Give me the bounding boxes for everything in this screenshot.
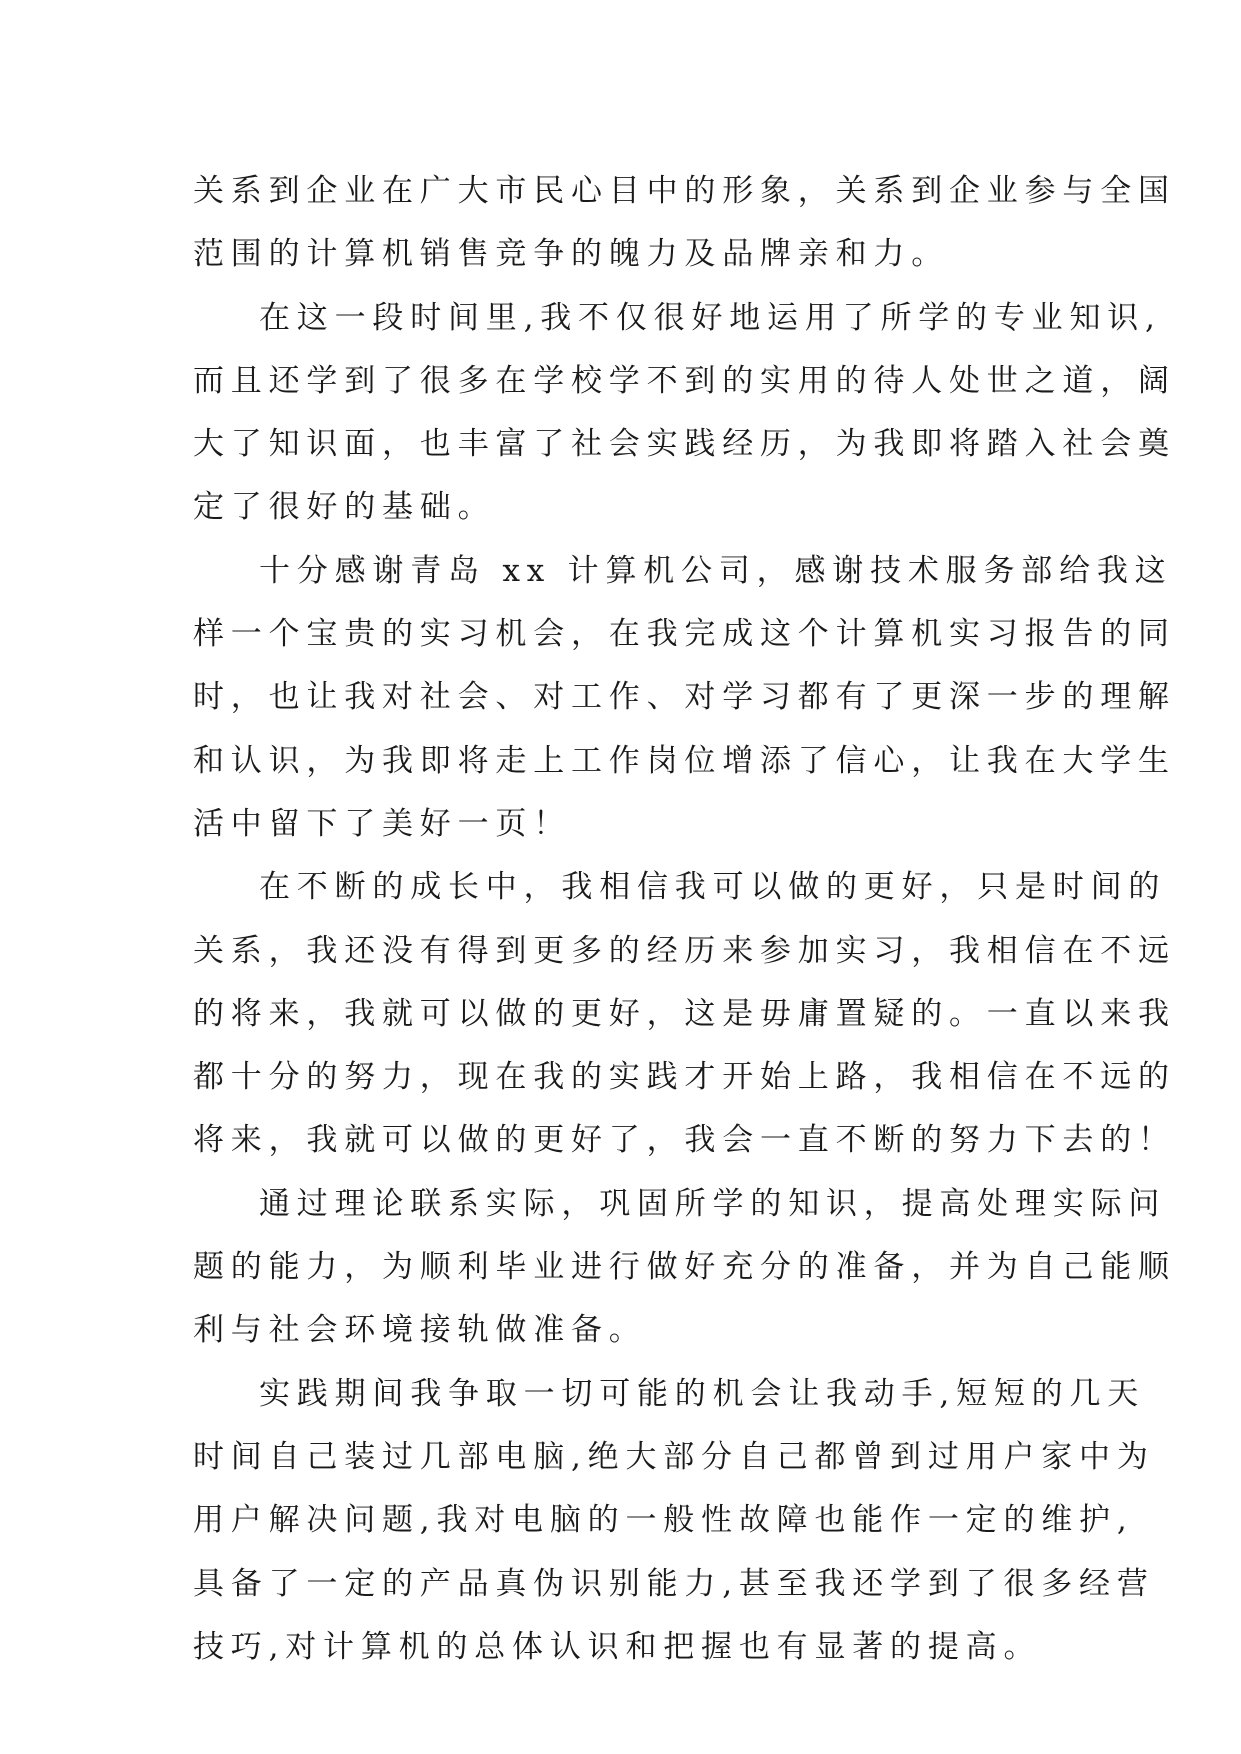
text-line: 用户解决问题,我对电脑的一般性故障也能作一定的维护, <box>193 1502 1134 1539</box>
text-line: 时间自己装过几部电脑,绝大部分自己都曾到过用户家中为 <box>193 1438 1155 1475</box>
text-line: 题的能力，为顺利毕业进行做好充分的准备，并为自己能顺 <box>193 1249 1176 1286</box>
text-line: 时，也让我对社会、对工作、对学习都有了更深一步的理解 <box>193 679 1176 716</box>
text-line: 十分感谢青岛 xx 计算机公司，感谢技术服务部给我这 <box>259 552 1173 589</box>
text-line: 技巧,对计算机的总体认识和把握也有显著的提高。 <box>193 1628 1042 1665</box>
text-line: 在这一段时间里,我不仅很好地运用了所学的专业知识, <box>259 299 1162 336</box>
text-line: 定了很好的基础。 <box>193 489 496 526</box>
text-line: 和认识，为我即将走上工作岗位增添了信心，让我在大学生 <box>193 742 1176 779</box>
text-line: 的将来，我就可以做的更好，这是毋庸置疑的。一直以来我 <box>193 995 1176 1032</box>
text-line: 大了知识面，也丰富了社会实践经历，为我即将踏入社会奠 <box>193 426 1176 463</box>
text-line: 将来，我就可以做的更好了，我会一直不断的努力下去的！ <box>193 1122 1176 1159</box>
text-line: 而且还学到了很多在学校学不到的实用的待人处世之道，阔 <box>193 362 1176 399</box>
text-line: 关系到企业在广大市民心目中的形象，关系到企业参与全国 <box>193 173 1176 209</box>
text-line: 利与社会环境接轨做准备。 <box>193 1312 647 1349</box>
text-line: 范围的计算机销售竞争的魄力及品牌亲和力。 <box>193 236 949 273</box>
text-line: 都十分的努力，现在我的实践才开始上路，我相信在不远的 <box>193 1059 1176 1096</box>
text-line: 实践期间我争取一切可能的机会让我动手,短短的几天 <box>259 1375 1146 1412</box>
text-line: 在不断的成长中，我相信我可以做的更好，只是时间的 <box>259 869 1167 906</box>
text-line: 活中留下了美好一页！ <box>193 805 571 842</box>
text-line: 关系，我还没有得到更多的经历来参加实习，我相信在不远 <box>193 932 1176 969</box>
text-line: 样一个宝贵的实习机会，在我完成这个计算机实习报告的同 <box>193 616 1176 653</box>
text-line: 具备了一定的产品真伪识别能力,甚至我还学到了很多经营 <box>193 1565 1155 1602</box>
document-body <box>193 160 1176 1679</box>
text-line: 通过理论联系实际，巩固所学的知识，提高处理实际问 <box>259 1185 1167 1222</box>
